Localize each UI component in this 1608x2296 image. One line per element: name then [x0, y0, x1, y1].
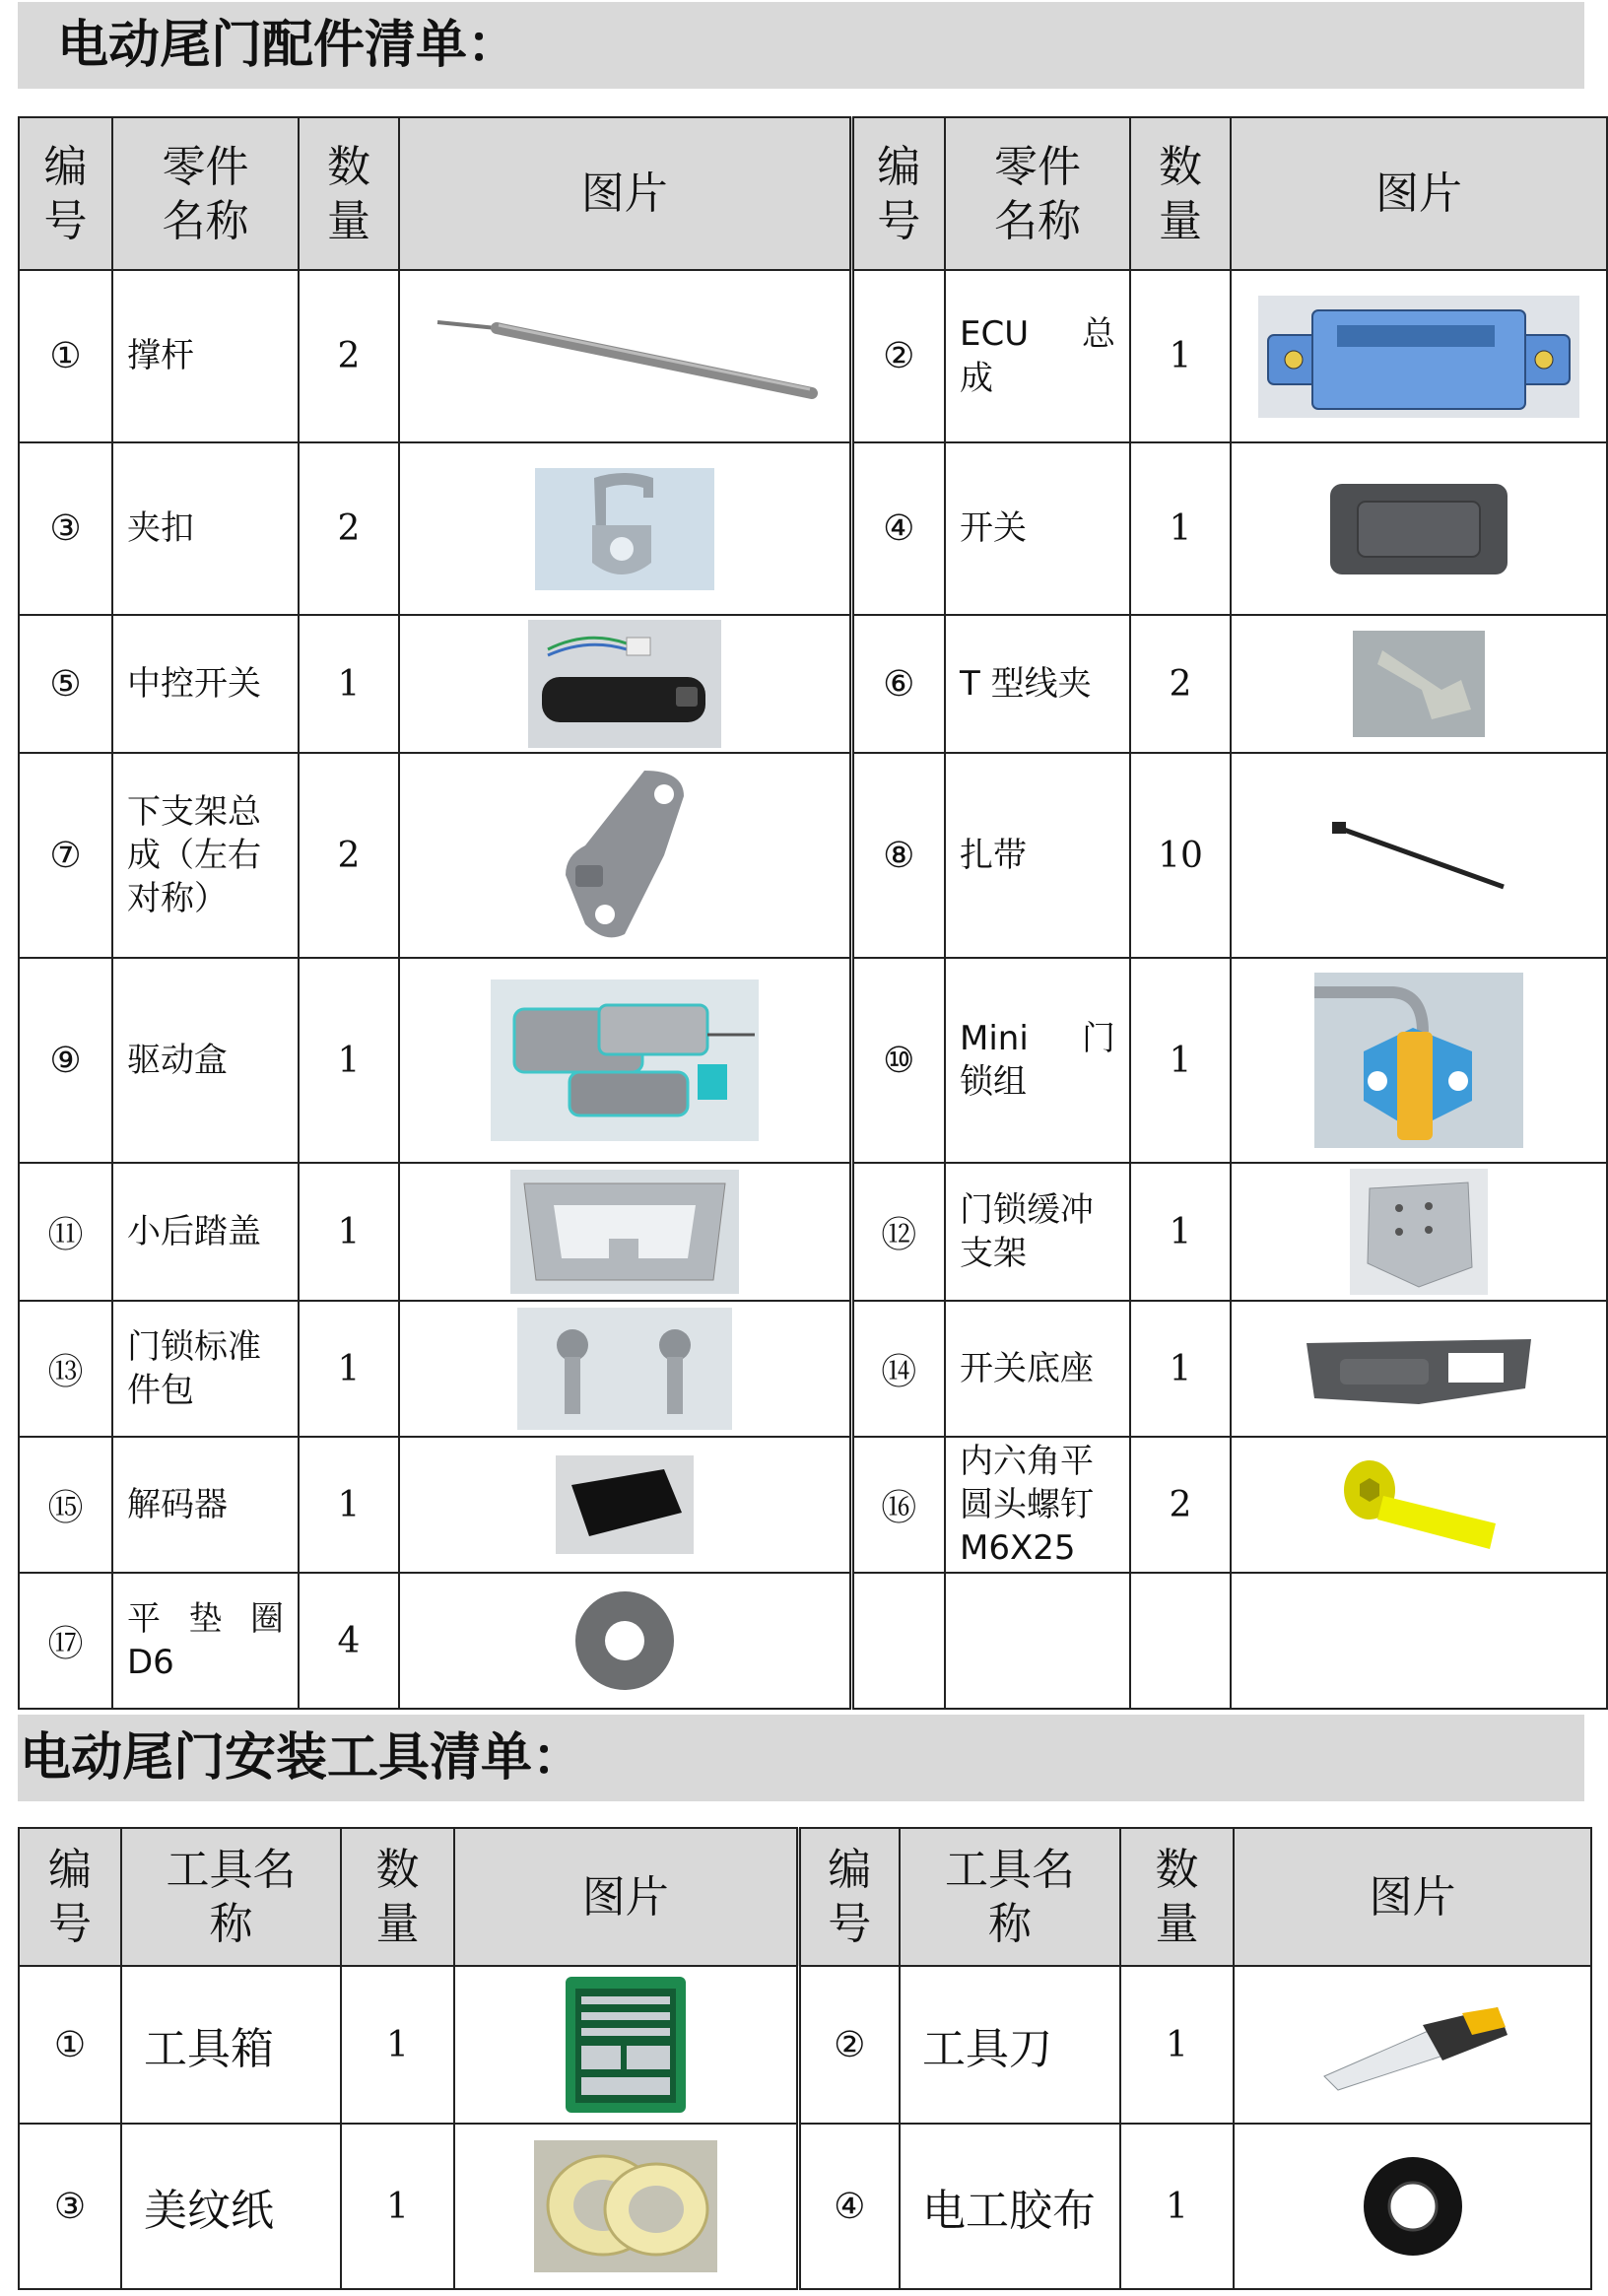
tool-quantity: 1: [1120, 2124, 1234, 2289]
header-qty: 数 量: [299, 117, 399, 270]
hex-bolt-icon: [1330, 1451, 1508, 1559]
part-name: T 型线夹: [945, 615, 1130, 753]
item-number: ⑭: [851, 1301, 945, 1437]
part-quantity: 2: [299, 442, 399, 615]
empty-cell: [1130, 1573, 1231, 1709]
item-number: ①: [19, 1966, 121, 2124]
item-number: ①: [19, 270, 112, 442]
part-image: [1231, 1163, 1607, 1301]
empty-cell: [851, 1573, 945, 1709]
table-row: [19, 2124, 1591, 2289]
header-name: 工具名 称: [900, 1828, 1120, 1966]
table-row: [19, 442, 1607, 615]
table-row: [19, 1163, 1607, 1301]
part-quantity: 2: [299, 270, 399, 442]
empty-cell: [945, 1573, 1130, 1709]
screws-icon: [517, 1308, 732, 1430]
tool-quantity: 1: [341, 1966, 454, 2124]
item-number: ⑦: [19, 753, 112, 958]
item-number: ⑨: [19, 958, 112, 1163]
part-image: [399, 1573, 851, 1709]
part-name: 中控开关: [112, 615, 299, 753]
table-row: [19, 270, 1607, 442]
part-name: 小后踏盖: [112, 1163, 299, 1301]
tools-header-row: [19, 1828, 1591, 1966]
header-name: 工具名 称: [121, 1828, 341, 1966]
part-quantity: 1: [299, 1163, 399, 1301]
part-name: ECU 总 成: [945, 270, 1130, 442]
part-name: 开关底座: [945, 1301, 1130, 1437]
table-row: [19, 958, 1607, 1163]
part-name: 解码器: [112, 1437, 299, 1573]
part-image: [1231, 1437, 1607, 1573]
tool-quantity: 1: [1120, 1966, 1234, 2124]
header-picture: 图片: [1231, 117, 1607, 270]
header-name: 零件 名称: [112, 117, 299, 270]
item-number: ⑪: [19, 1163, 112, 1301]
part-image: [399, 270, 851, 442]
part-image: [1231, 753, 1607, 958]
part-name: 门锁标准件包: [112, 1301, 299, 1437]
tool-name: 电工胶布: [900, 2124, 1120, 2289]
item-number: ④: [798, 2124, 900, 2289]
part-quantity: 2: [299, 753, 399, 958]
part-image: [399, 1163, 851, 1301]
tool-name: 工具箱: [121, 1966, 341, 2124]
part-image: [1231, 270, 1607, 442]
ecu-module-icon: [1258, 296, 1579, 418]
lower-bracket-icon: [546, 767, 704, 944]
part-quantity: 4: [299, 1573, 399, 1709]
part-image: [1231, 615, 1607, 753]
item-number: ③: [19, 2124, 121, 2289]
item-number: ②: [851, 270, 945, 442]
cable-tie-icon: [1330, 816, 1508, 895]
tool-image: [1234, 1966, 1591, 2124]
part-image: [399, 615, 851, 753]
header-no: 编 号: [851, 117, 945, 270]
switch-base-icon: [1301, 1329, 1537, 1408]
table-row: [19, 1301, 1607, 1437]
masking-tape-icon: [534, 2140, 717, 2272]
header-picture: 图片: [399, 117, 851, 270]
clip-bracket-icon: [535, 468, 714, 590]
tool-name: 美纹纸: [121, 2124, 341, 2289]
part-quantity: 2: [1130, 615, 1231, 753]
item-number: ⑧: [851, 753, 945, 958]
table-row: [19, 753, 1607, 958]
table-row: [19, 1966, 1591, 2124]
part-name: 门锁缓冲支架: [945, 1163, 1130, 1301]
part-quantity: 1: [1130, 958, 1231, 1163]
item-number: ⑥: [851, 615, 945, 753]
part-quantity: 1: [299, 1437, 399, 1573]
strut-rod-icon: [428, 303, 822, 411]
item-number: ⑯: [851, 1437, 945, 1573]
part-quantity: 1: [299, 958, 399, 1163]
tool-image: [1234, 2124, 1591, 2289]
tool-image: [454, 2124, 798, 2289]
tool-quantity: 1: [341, 2124, 454, 2289]
part-name: 夹扣: [112, 442, 299, 615]
part-name: 下支架总成（左右对称）: [112, 753, 299, 958]
table-row: [19, 615, 1607, 753]
decoder-icon: [556, 1455, 694, 1554]
parts-header-row: [19, 117, 1607, 270]
switch-button-icon: [1326, 480, 1511, 578]
flat-washer-icon: [570, 1587, 679, 1695]
item-number: ⑫: [851, 1163, 945, 1301]
header-name: 零件 名称: [945, 117, 1130, 270]
part-name: Mini 门 锁组: [945, 958, 1130, 1163]
part-quantity: 1: [1130, 1163, 1231, 1301]
part-quantity: 2: [1130, 1437, 1231, 1573]
header-no: 编 号: [19, 117, 112, 270]
part-name: 开关: [945, 442, 1130, 615]
header-no: 编 号: [19, 1828, 121, 1966]
part-image: [1231, 1301, 1607, 1437]
tool-image: [454, 1966, 798, 2124]
header-no: 编 号: [798, 1828, 900, 1966]
tool-name: 工具刀: [900, 1966, 1120, 2124]
item-number: ⑤: [19, 615, 112, 753]
part-quantity: 1: [299, 1301, 399, 1437]
parts-list-title: 电动尾门配件清单：: [18, 2, 1584, 89]
tools-list-title: 电动尾门安装工具清单：: [18, 1715, 1584, 1801]
table-row: [19, 1573, 1607, 1709]
part-quantity: 10: [1130, 753, 1231, 958]
buffer-bracket-icon: [1350, 1169, 1488, 1295]
part-image: [399, 442, 851, 615]
tools-table: [18, 1827, 1592, 2290]
header-qty: 数 量: [341, 1828, 454, 1966]
part-name: 内六角平圆头螺钉M6X25: [945, 1437, 1130, 1573]
part-name: 驱动盒: [112, 958, 299, 1163]
part-quantity: 1: [1130, 270, 1231, 442]
toolbox-icon: [562, 1973, 690, 2117]
header-picture: 图片: [1234, 1828, 1591, 1966]
part-name: 撑杆: [112, 270, 299, 442]
part-image: [399, 753, 851, 958]
drive-box-icon: [491, 979, 759, 1141]
part-quantity: 1: [1130, 442, 1231, 615]
step-cover-icon: [510, 1170, 739, 1294]
header-qty: 数 量: [1130, 117, 1231, 270]
part-name: 平 垫 圈 D6: [112, 1573, 299, 1709]
part-image: [399, 1437, 851, 1573]
item-number: ④: [851, 442, 945, 615]
empty-cell: [1231, 1573, 1607, 1709]
item-number: ⑬: [19, 1301, 112, 1437]
item-number: ③: [19, 442, 112, 615]
electrical-tape-icon: [1359, 2152, 1467, 2261]
parts-table: [18, 116, 1608, 1710]
item-number: ⑮: [19, 1437, 112, 1573]
item-number: ⑰: [19, 1573, 112, 1709]
part-quantity: 1: [1130, 1301, 1231, 1437]
part-image: [1231, 442, 1607, 615]
door-lock-icon: [1314, 973, 1523, 1148]
central-switch-icon: [528, 620, 721, 748]
header-picture: 图片: [454, 1828, 798, 1966]
part-image: [399, 958, 851, 1163]
part-image: [399, 1301, 851, 1437]
header-qty: 数 量: [1120, 1828, 1234, 1966]
t-wire-clip-icon: [1353, 631, 1485, 737]
part-quantity: 1: [299, 615, 399, 753]
table-row: [19, 1437, 1607, 1573]
item-number: ②: [798, 1966, 900, 2124]
part-name: 扎带: [945, 753, 1130, 958]
utility-knife-icon: [1314, 1995, 1511, 2094]
item-number: ⑩: [851, 958, 945, 1163]
part-image: [1231, 958, 1607, 1163]
